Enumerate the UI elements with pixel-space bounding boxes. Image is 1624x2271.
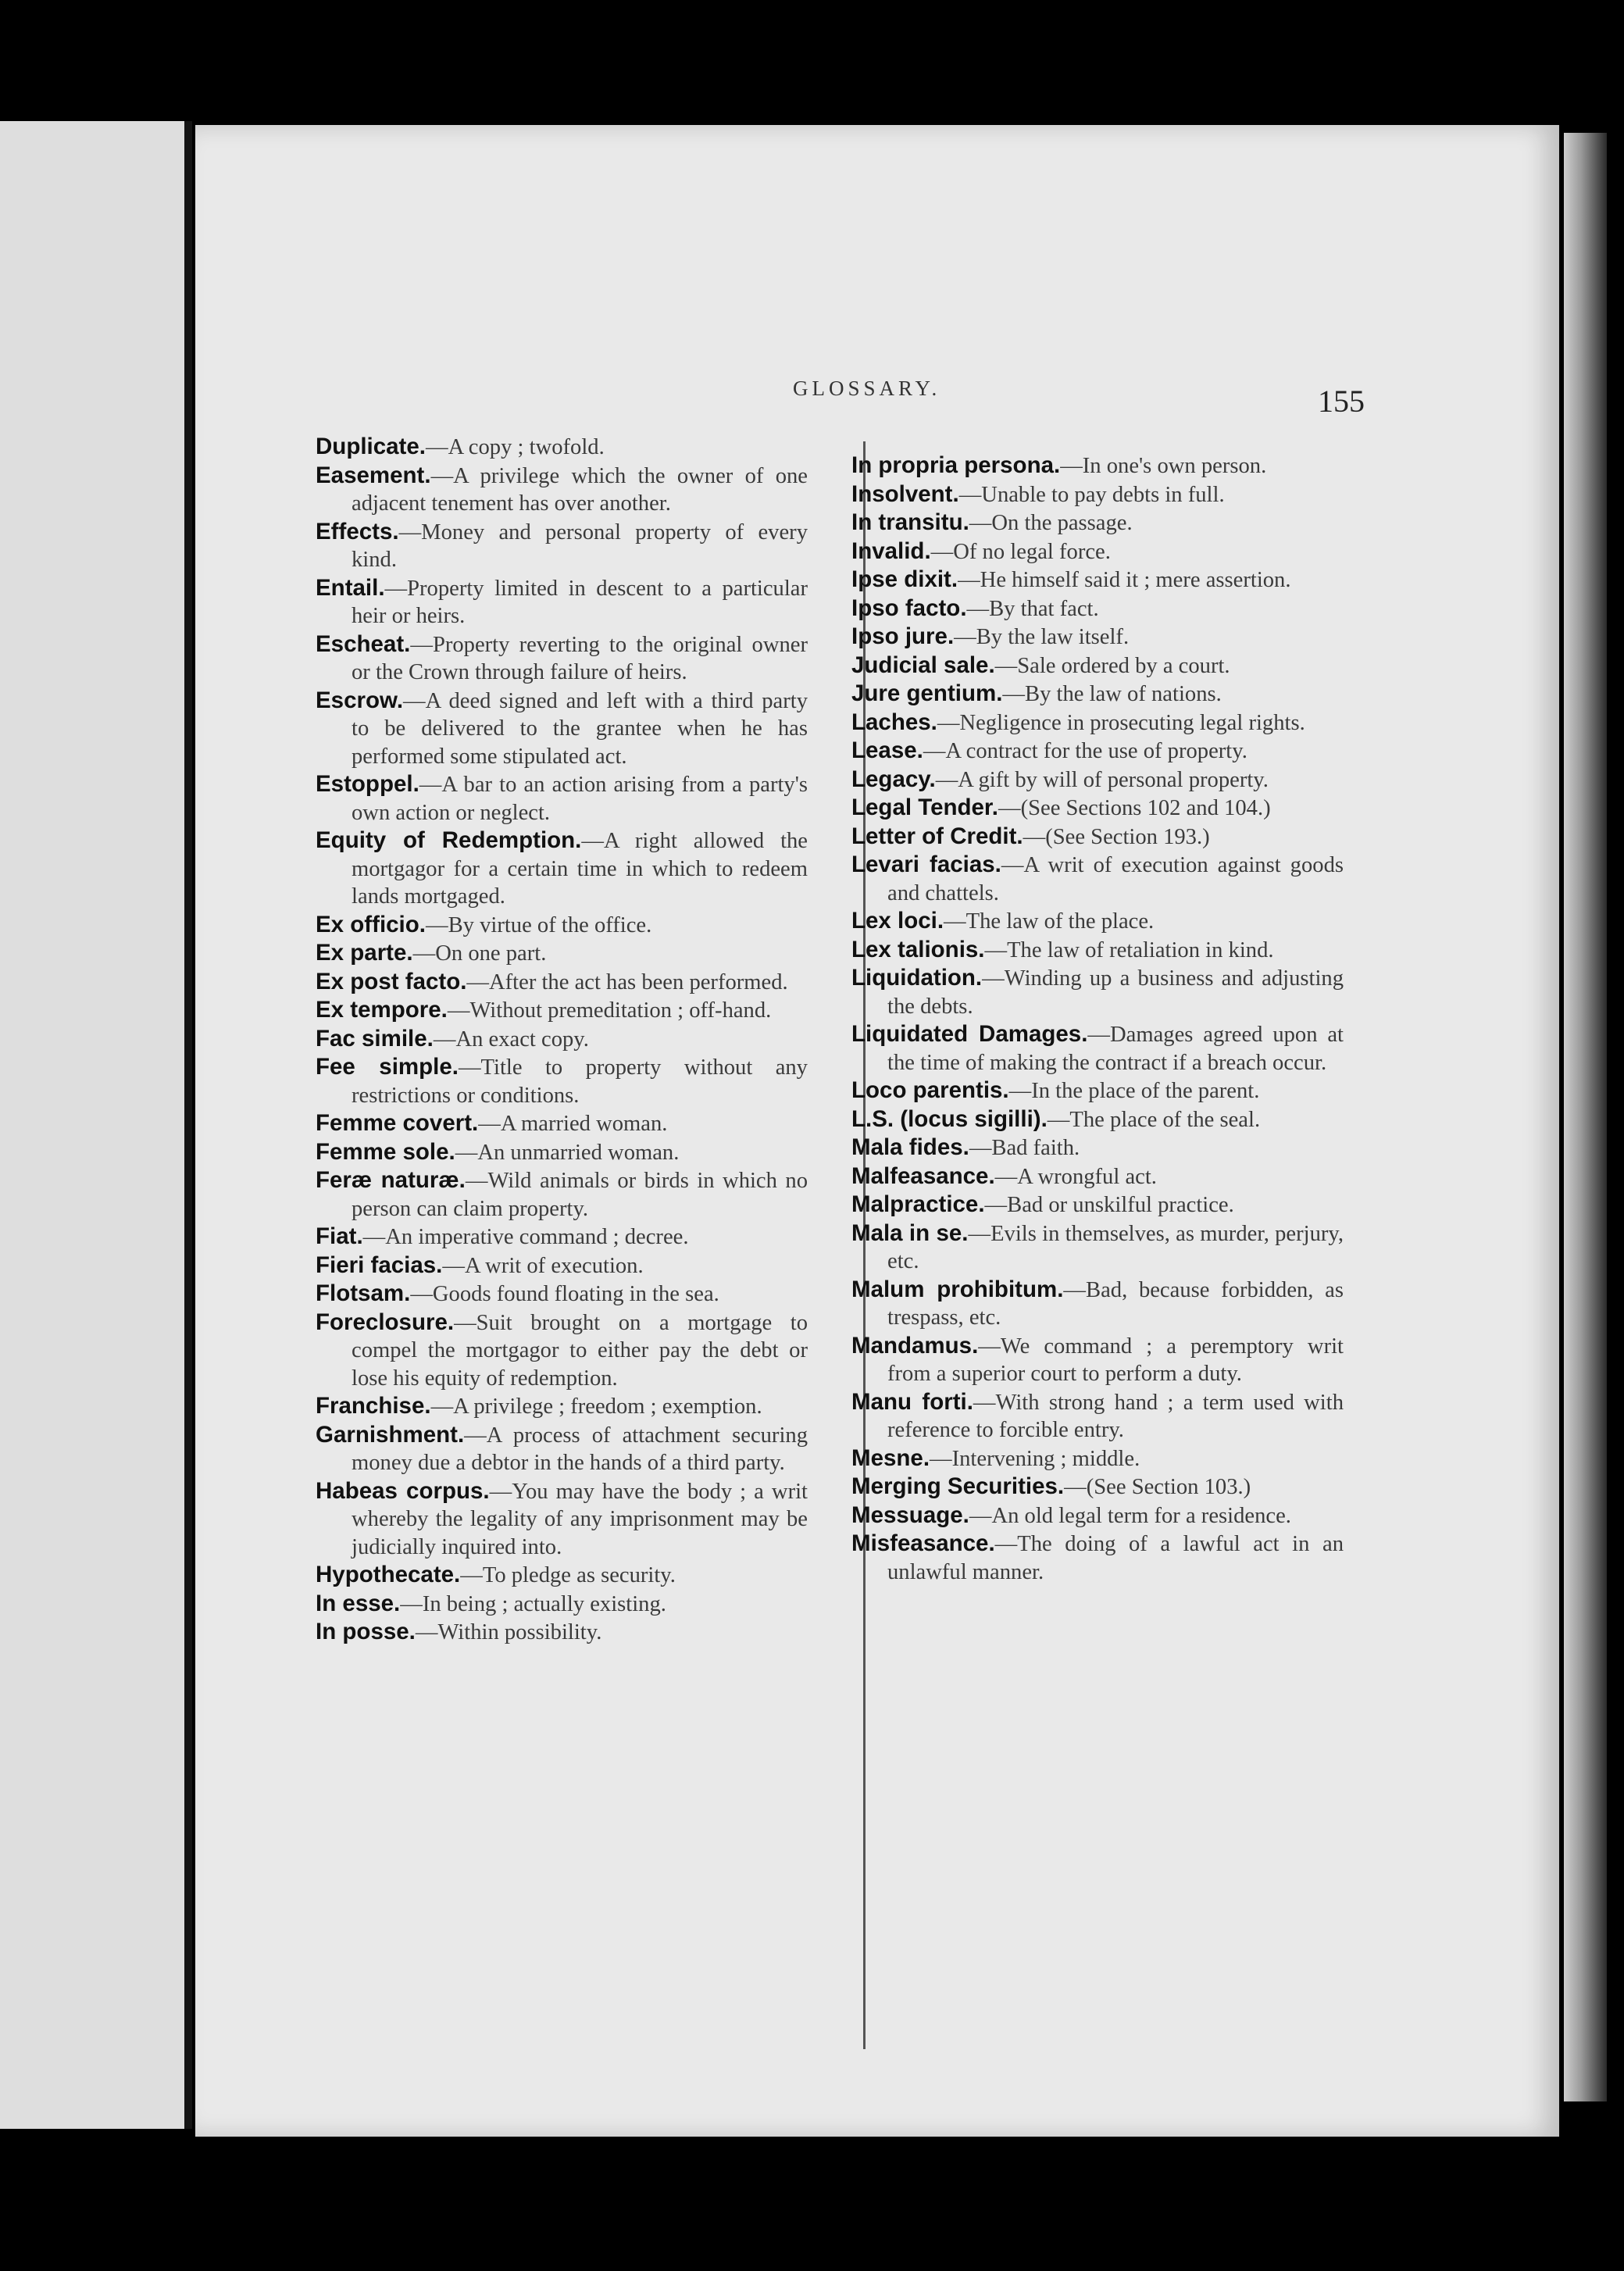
glossary-entry xyxy=(316,1618,808,1647)
glossary-term: Liquidated Damages. xyxy=(851,1021,1088,1047)
glossary-definition: —He himself said it ; mere assertion. xyxy=(958,568,1291,592)
glossary-entry xyxy=(316,1590,808,1619)
glossary-definition: —A process of attachment securing money due a debtor in the hands of a third party. xyxy=(352,1423,808,1475)
glossary-definition: —By the law of nations. xyxy=(1002,682,1222,706)
glossary-left-column xyxy=(316,433,808,1647)
glossary-definition: —Evils in themselves, as murder, perjury, etc. xyxy=(887,1221,1344,1273)
glossary-entry xyxy=(851,1191,1344,1219)
glossary-term: Malpractice. xyxy=(851,1191,985,1217)
glossary-definition: —A contract for the use of property. xyxy=(923,739,1247,763)
glossary-entry xyxy=(851,709,1344,737)
glossary-entry xyxy=(851,1134,1344,1162)
glossary-definition: —The place of the seal. xyxy=(1047,1107,1261,1132)
glossary-entry xyxy=(316,939,808,968)
glossary-definition: —Suit brought on a mortgage to compel the mortgagor to either pay the debt or lose his equity of redemption. xyxy=(352,1310,808,1391)
glossary-term: Letter of Credit. xyxy=(851,823,1023,849)
glossary-entry xyxy=(851,794,1344,823)
glossary-definition: —(See Section 103.) xyxy=(1064,1475,1251,1499)
glossary-definition: —A privilege ; freedom ; exemption. xyxy=(430,1394,762,1419)
glossary-definition: —After the act has been performed. xyxy=(466,969,788,994)
facing-page xyxy=(0,121,184,2129)
glossary-entry xyxy=(316,1223,808,1252)
glossary-term: Lex talionis. xyxy=(851,936,985,962)
glossary-definition: —A writ of execution against goods and chattels. xyxy=(887,853,1344,905)
glossary-entry xyxy=(851,1219,1344,1276)
glossary-definition: —Wild animals or birds in which no person can claim property. xyxy=(352,1169,808,1221)
glossary-definition: —By the law itself. xyxy=(954,625,1130,649)
glossary-term: Ex tempore. xyxy=(316,997,448,1023)
glossary-entry xyxy=(851,851,1344,907)
glossary-term: Equity of Redemption. xyxy=(316,827,582,853)
glossary-term: Ex post facto. xyxy=(316,968,467,994)
glossary-term: Escheat. xyxy=(316,630,411,657)
glossary-entry xyxy=(851,566,1344,595)
glossary-entry xyxy=(851,964,1344,1020)
glossary-definition: —Bad or unskilful practice. xyxy=(984,1193,1234,1217)
glossary-entry xyxy=(316,1280,808,1309)
glossary-entry xyxy=(316,1309,808,1393)
glossary-term: Mala fides. xyxy=(851,1134,969,1160)
glossary-definition: —Winding up a business and adjusting the debts. xyxy=(887,966,1344,1019)
running-head: GLOSSARY. xyxy=(793,377,941,400)
glossary-entry xyxy=(851,537,1344,566)
glossary-term: L.S. (locus sigilli). xyxy=(851,1105,1048,1132)
book-gutter xyxy=(184,121,192,2129)
glossary-term: Hypothecate. xyxy=(316,1562,461,1587)
glossary-term: Ex parte. xyxy=(316,940,413,966)
glossary-term: Messuage. xyxy=(851,1502,969,1528)
glossary-definition: —An imperative command ; decree. xyxy=(362,1225,689,1249)
glossary-term: Femme covert. xyxy=(316,1110,479,1136)
glossary-term: Jure gentium. xyxy=(851,680,1003,706)
glossary-entry xyxy=(851,1105,1344,1134)
glossary-definition: —(See Section 193.) xyxy=(1023,824,1210,849)
glossary-term: Malfeasance. xyxy=(851,1162,995,1189)
glossary-definition: —Bad, because forbidden, as trespass, etc. xyxy=(887,1277,1344,1330)
glossary-definition: —A wrongful act. xyxy=(994,1164,1157,1189)
glossary-definition: —The law of the place. xyxy=(944,909,1155,934)
glossary-entry xyxy=(316,1138,808,1167)
glossary-term: Ipso jure. xyxy=(851,623,955,649)
glossary-term: In posse. xyxy=(316,1619,416,1644)
glossary-entry xyxy=(316,827,808,911)
glossary-definition: —A writ of execution. xyxy=(442,1253,644,1278)
glossary-definition: —A privilege which the owner of one adjacent tenement has over another. xyxy=(352,463,808,516)
glossary-definition: —Negligence in prosecuting legal rights. xyxy=(937,710,1305,735)
glossary-term: Misfeasance. xyxy=(851,1530,995,1556)
glossary-definition: —A right allowed the mortgagor for a certain time in which to redeem lands mortgaged. xyxy=(352,829,808,909)
glossary-term: In esse. xyxy=(316,1590,401,1616)
page-edge-shadow xyxy=(1564,133,1607,2101)
glossary-term: Duplicate. xyxy=(316,434,426,459)
glossary-definition: —Title to property without any restrictions or conditions. xyxy=(352,1055,808,1108)
glossary-entry xyxy=(316,968,808,997)
glossary-term: Loco parentis. xyxy=(851,1077,1009,1103)
glossary-definition: —(See Sections 102 and 104.) xyxy=(998,796,1271,820)
glossary-entry xyxy=(851,1276,1344,1332)
glossary-term: Ex officio. xyxy=(316,911,426,937)
glossary-definition: —Without premeditation ; off-hand. xyxy=(447,998,772,1023)
glossary-definition: —Property reverting to the original owner or the Crown through failure of heirs. xyxy=(352,632,808,684)
glossary-term: Laches. xyxy=(851,709,937,735)
glossary-definition: —On one part. xyxy=(412,941,547,966)
glossary-definition: —To pledge as security. xyxy=(460,1563,676,1587)
glossary-term: Invalid. xyxy=(851,537,931,564)
glossary-entry xyxy=(851,1530,1344,1586)
glossary-entry xyxy=(851,509,1344,537)
glossary-definition: —Within possibility. xyxy=(415,1620,602,1644)
glossary-entry xyxy=(851,823,1344,852)
glossary-entry xyxy=(851,766,1344,794)
glossary-definition: —By that fact. xyxy=(966,596,1099,621)
glossary-term: Fieri facias. xyxy=(316,1252,443,1278)
glossary-entry xyxy=(851,652,1344,680)
glossary-entry xyxy=(851,480,1344,509)
glossary-entry xyxy=(316,574,808,630)
glossary-entry xyxy=(316,1477,808,1562)
glossary-term: Escrow. xyxy=(316,687,404,713)
glossary-entry xyxy=(851,452,1344,480)
glossary-term: Legal Tender. xyxy=(851,794,998,820)
glossary-entry xyxy=(851,1444,1344,1473)
glossary-definition: —Of no legal force. xyxy=(930,539,1111,564)
glossary-entry xyxy=(316,911,808,940)
glossary-term: Lease. xyxy=(851,737,923,763)
glossary-definition: —A copy ; twofold. xyxy=(425,435,605,459)
glossary-entry xyxy=(316,630,808,687)
glossary-term: In propria persona. xyxy=(851,452,1061,478)
glossary-definition: —We command ; a peremptory writ from a superior court to perform a duty. xyxy=(887,1334,1344,1386)
glossary-definition: —A gift by will of personal property. xyxy=(935,767,1269,792)
glossary-definition: —Property limited in descent to a particular heir or heirs. xyxy=(352,576,808,628)
glossary-definition: —You may have the body ; a writ whereby the legality of any imprisonment may be judicially inquired into. xyxy=(352,1479,808,1559)
glossary-entry xyxy=(851,1077,1344,1105)
glossary-term: Ipse dixit. xyxy=(851,566,958,592)
glossary-entry xyxy=(851,1162,1344,1191)
glossary-definition: —Damages agreed upon at the time of making the contract if a breach occur. xyxy=(887,1023,1344,1075)
glossary-definition: —Money and personal property of every kind. xyxy=(352,520,808,572)
glossary-term: Legacy. xyxy=(851,766,936,792)
glossary-term: Malum prohibitum. xyxy=(851,1276,1064,1302)
glossary-definition: —The doing of a lawful act in an unlawful manner. xyxy=(887,1532,1344,1584)
glossary-entry xyxy=(851,1388,1344,1444)
glossary-entry xyxy=(851,680,1344,709)
glossary-entry xyxy=(316,1392,808,1421)
glossary-term: Franchise. xyxy=(316,1393,431,1419)
glossary-term: In transitu. xyxy=(851,509,969,535)
glossary-term: Habeas corpus. xyxy=(316,1477,490,1504)
glossary-entry xyxy=(316,687,808,771)
glossary-entry xyxy=(851,623,1344,652)
glossary-term: Fac simile. xyxy=(316,1025,434,1052)
glossary-term: Mandamus. xyxy=(851,1332,979,1359)
glossary-entry xyxy=(316,462,808,518)
glossary-definition: —In being ; actually existing. xyxy=(400,1591,666,1616)
glossary-definition: —Intervening ; middle. xyxy=(930,1446,1140,1471)
glossary-term: Garnishment. xyxy=(316,1421,465,1448)
glossary-term: Liquidation. xyxy=(851,965,983,991)
glossary-definition: —Bad faith. xyxy=(969,1136,1080,1160)
glossary-entry xyxy=(851,907,1344,936)
glossary-definition: —On the passage. xyxy=(969,511,1133,535)
glossary-entry xyxy=(316,1561,808,1590)
glossary-term: Mala in se. xyxy=(851,1219,969,1246)
glossary-entry xyxy=(851,936,1344,965)
glossary-definition: —An unmarried woman. xyxy=(455,1140,680,1165)
glossary-entry xyxy=(316,1109,808,1138)
glossary-entry xyxy=(851,1020,1344,1077)
glossary-term: Ipso facto. xyxy=(851,595,967,621)
glossary-entry xyxy=(316,1166,808,1223)
glossary-right-column xyxy=(851,452,1344,1586)
glossary-term: Merging Securities. xyxy=(851,1473,1065,1499)
glossary-entry xyxy=(851,1502,1344,1530)
glossary-entry xyxy=(316,433,808,462)
glossary-entry xyxy=(851,1473,1344,1502)
glossary-term: Fee simple. xyxy=(316,1054,459,1080)
glossary-entry xyxy=(316,1252,808,1280)
glossary-term: Femme sole. xyxy=(316,1138,455,1165)
glossary-definition: —An exact copy. xyxy=(433,1027,589,1052)
glossary-entry xyxy=(316,518,808,574)
glossary-entry xyxy=(851,737,1344,766)
glossary-definition: —With strong hand ; a term used with reference to forcible entry. xyxy=(887,1390,1344,1442)
glossary-definition: —Goods found floating in the sea. xyxy=(410,1282,719,1306)
glossary-entry xyxy=(316,770,808,827)
glossary-term: Insolvent. xyxy=(851,480,959,507)
glossary-term: Effects. xyxy=(316,518,399,545)
glossary-definition: —A bar to an action arising from a party's own action or neglect. xyxy=(352,773,808,825)
glossary-term: Entail. xyxy=(316,574,385,601)
glossary-term: Feræ naturæ. xyxy=(316,1167,466,1193)
glossary-entry xyxy=(316,996,808,1025)
glossary-term: Mesne. xyxy=(851,1444,930,1471)
glossary-term: Easement. xyxy=(316,462,431,488)
glossary-term: Flotsam. xyxy=(316,1280,411,1306)
glossary-term: Estoppel. xyxy=(316,771,419,797)
glossary-definition: —A married woman. xyxy=(478,1112,668,1136)
glossary-definition: —In one's own person. xyxy=(1060,454,1267,478)
glossary-entry xyxy=(316,1421,808,1477)
glossary-term: Levari facias. xyxy=(851,852,1001,877)
glossary-definition: —In the place of the parent. xyxy=(1008,1079,1260,1103)
glossary-definition: —A deed signed and left with a third party to be delivered to the grantee when he has performed some stipulated act. xyxy=(352,688,808,769)
glossary-entry xyxy=(851,1332,1344,1388)
glossary-term: Judicial sale. xyxy=(851,652,995,678)
glossary-term: Fiat. xyxy=(316,1223,363,1249)
page-number: 155 xyxy=(1318,384,1365,419)
glossary-definition: —The law of retaliation in kind. xyxy=(984,937,1274,962)
glossary-definition: —Unable to pay debts in full. xyxy=(958,482,1225,507)
glossary-definition: —By virtue of the office. xyxy=(425,912,652,937)
glossary-entry xyxy=(851,595,1344,623)
glossary-definition: —An old legal term for a residence. xyxy=(969,1503,1291,1528)
glossary-entry xyxy=(316,1053,808,1109)
glossary-term: Manu forti. xyxy=(851,1388,973,1415)
glossary-term: Foreclosure. xyxy=(316,1309,455,1335)
glossary-term: Lex loci. xyxy=(851,908,944,934)
glossary-definition: —Sale ordered by a court. xyxy=(994,653,1230,678)
glossary-entry xyxy=(316,1025,808,1054)
